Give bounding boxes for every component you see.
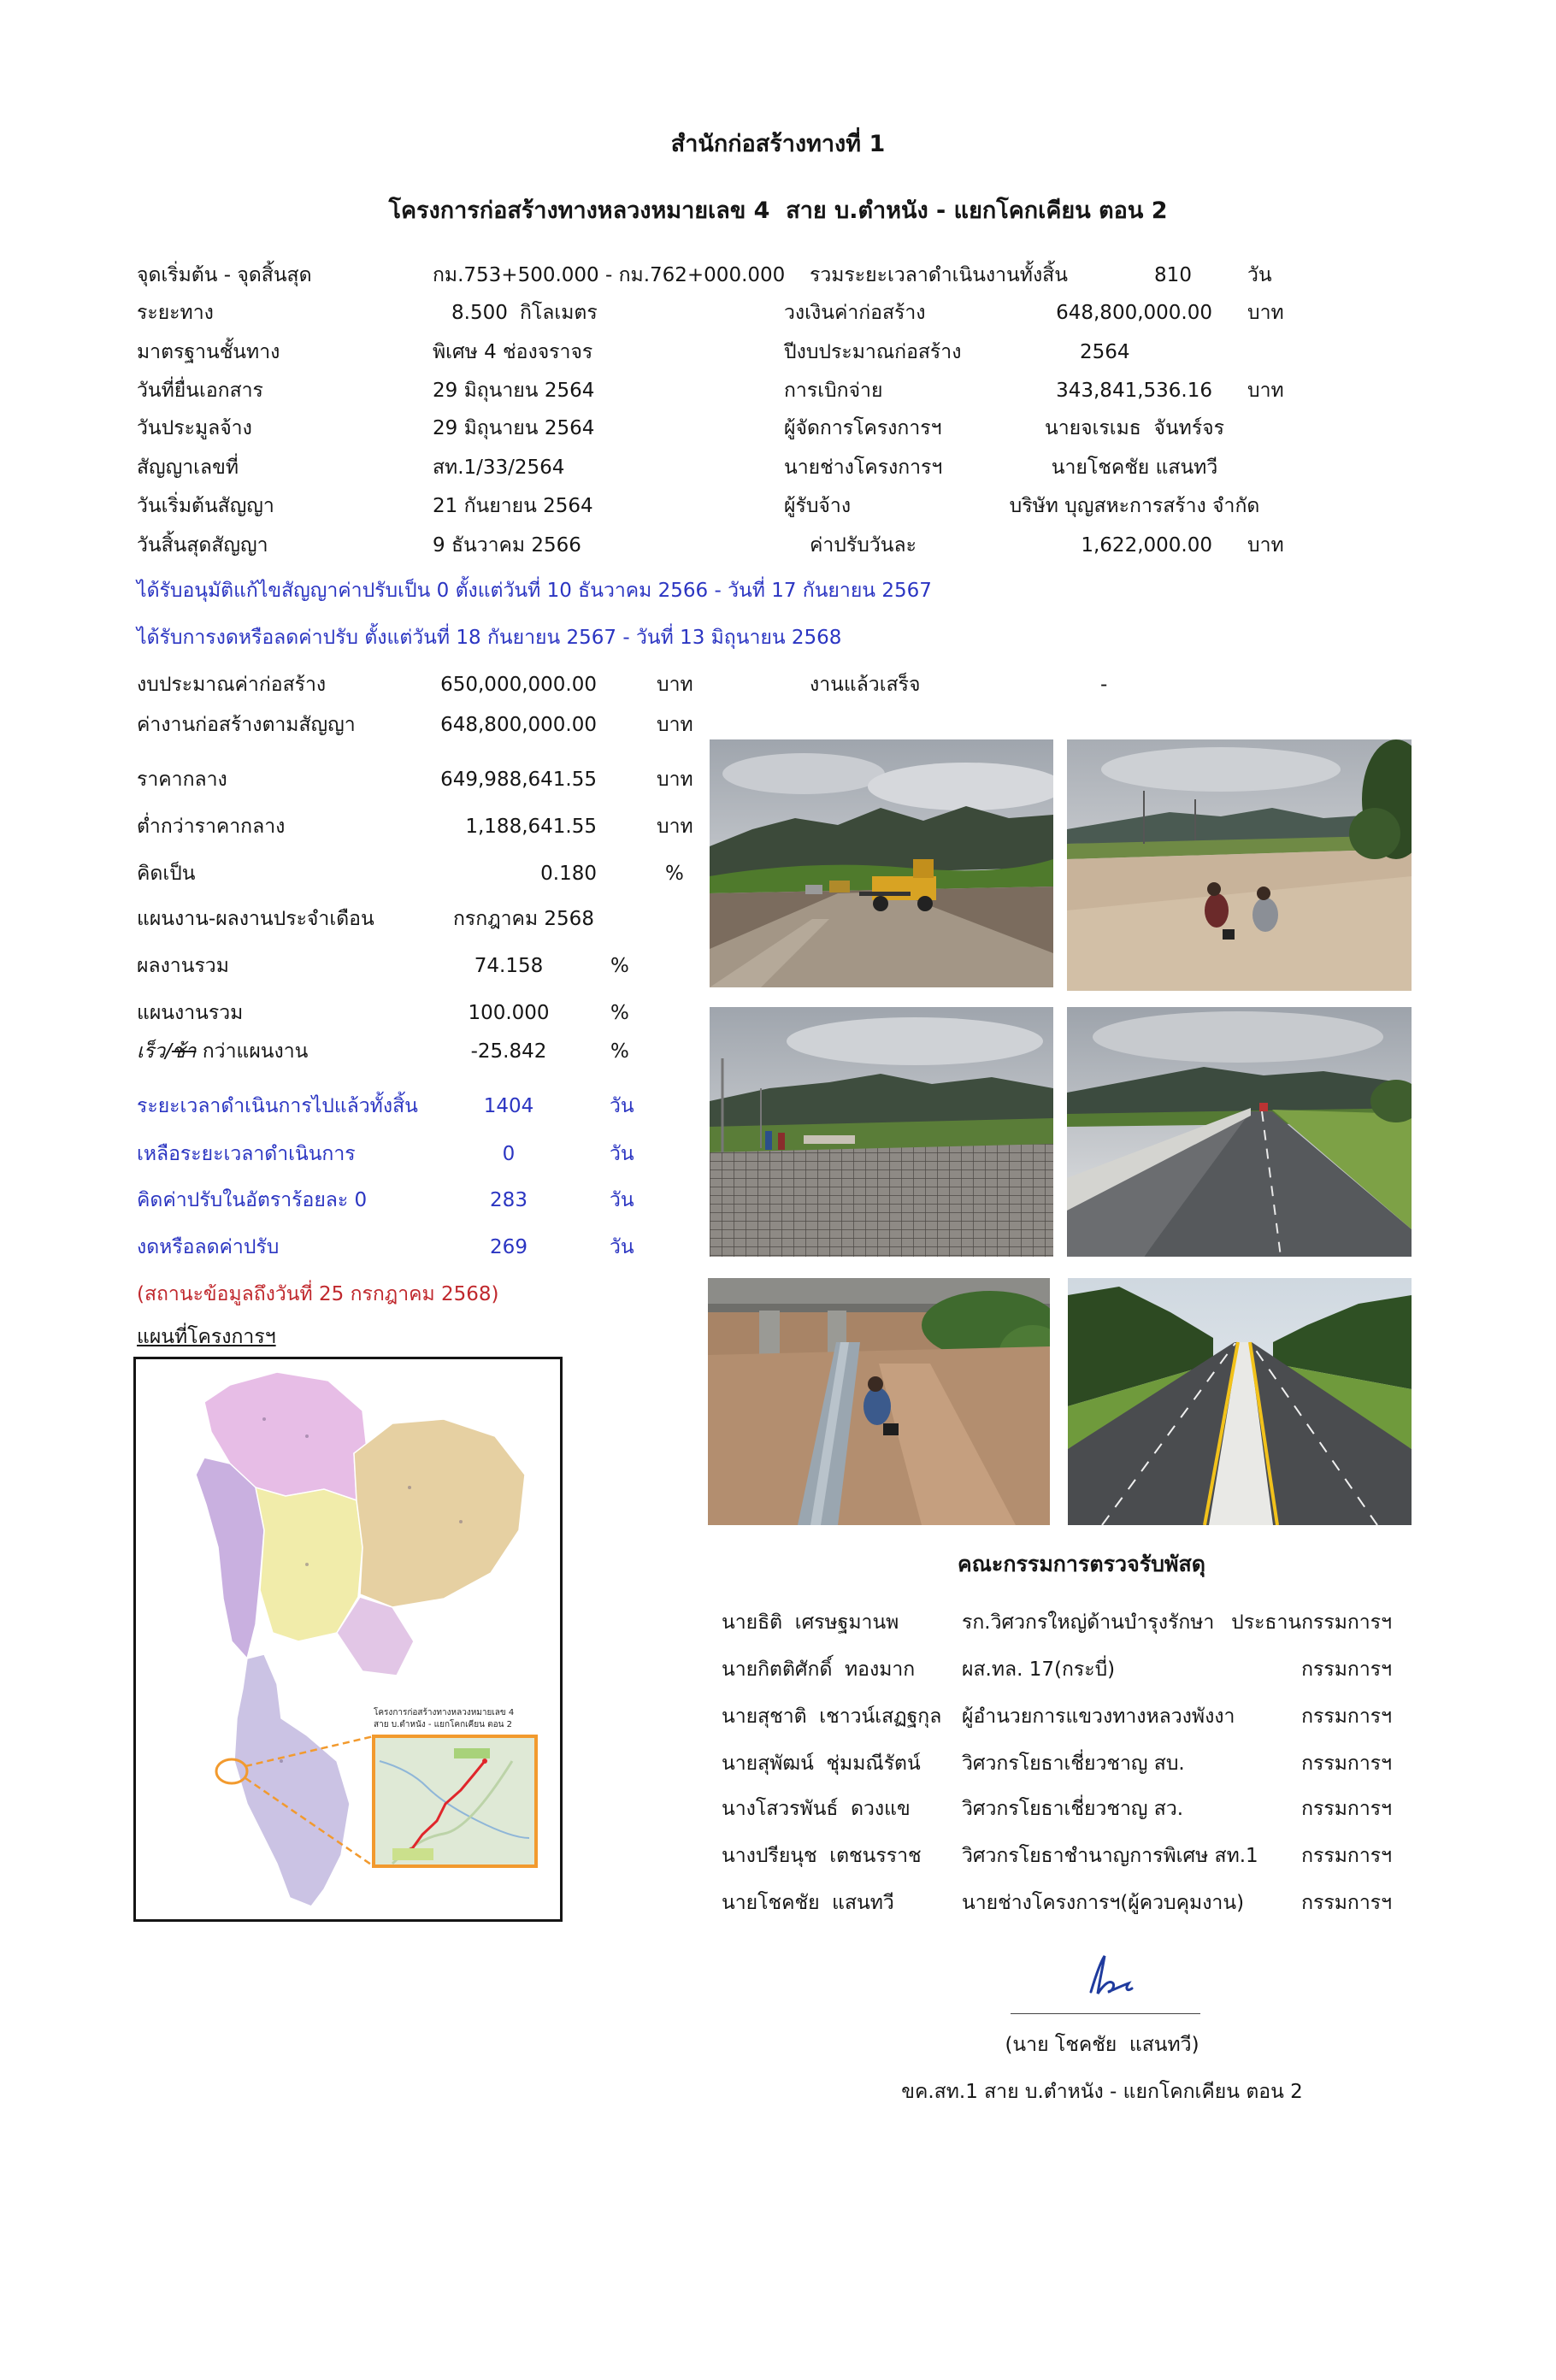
info-value2: 2564: [1080, 341, 1130, 363]
member-role: ประธานกรรมการฯ: [1231, 1611, 1392, 1634]
project-location-map: [133, 1357, 563, 1922]
progress-label: ผลงานรวม: [137, 955, 229, 977]
schedule-variance-label: [137, 1037, 308, 1066]
info-unit2: วัน: [1247, 264, 1272, 286]
duration-unit: วัน: [610, 1189, 634, 1211]
info-value: กม.753+500.000 - กม.762+000.000: [433, 264, 786, 286]
info-value: 29 มิถุนายน 2564: [433, 380, 595, 402]
map-inset-label-line2: สาย บ.ตำหนัง - แยกโคกเคียน ตอน 2: [374, 1720, 513, 1729]
thailand-map-graphic: [136, 1359, 560, 1919]
completion-value: -: [1100, 674, 1108, 696]
duration-value: 1404: [483, 1095, 534, 1117]
map-inset: [374, 1736, 536, 1866]
site-photo-workers-survey: [1067, 739, 1412, 991]
budget-label: คิดเป็น: [137, 863, 196, 885]
member-name: นายสุชาติ เชาวน์เสฏฐกุล: [722, 1705, 942, 1728]
duration-label: คิดค่าปรับในอัตราร้อยละ 0: [137, 1189, 368, 1211]
info-value: 29 มิถุนายน 2564: [433, 417, 595, 439]
progress-label: แผนงานรวม: [137, 1002, 244, 1024]
schedule-variance-unit: %: [610, 1040, 629, 1063]
info-label: จุดเริ่มต้น - จุดสิ้นสุด: [137, 264, 312, 286]
progress-value: 74.158: [474, 955, 544, 977]
signatory-position: ขค.สท.1 สาย บ.ตำหนัง - แยกโคกเคียน ตอน 2: [901, 2081, 1303, 2103]
duration-unit: วัน: [610, 1236, 634, 1258]
info-value: 8.500: [451, 302, 508, 324]
budget-unit: บาท: [657, 674, 693, 696]
info-value2: 343,841,536.16: [1056, 380, 1212, 402]
info-value2: นายจเรเมธ จันทร์จร: [1044, 417, 1225, 439]
member-role: กรรมการฯ: [1301, 1753, 1392, 1775]
notice-penalty-waiver: ได้รับการงดหรือลดค่าปรับ ตั้งแต่วันที่ 18 กันยายน 2567 - วันที่ 13 มิถุนายน 2568: [137, 627, 842, 649]
duration-unit: วัน: [610, 1143, 634, 1165]
info-value2: บริษัท บุญสหะการสร้าง จำกัด: [1009, 495, 1260, 517]
duration-value: 283: [490, 1189, 528, 1211]
budget-label: ค่างานก่อสร้างตามสัญญา: [137, 714, 356, 736]
completion-label: งานแล้วเสร็จ: [810, 674, 921, 696]
map-inset-label-line1: โครงการก่อสร้างทางหลวงหมายเลข 4: [374, 1708, 515, 1717]
member-position: ผู้อำนวยการแขวงทางหลวงพังงา: [962, 1705, 1235, 1728]
progress-unit: %: [610, 1002, 629, 1024]
budget-value: 0.180: [540, 863, 597, 885]
budget-unit: บาท: [657, 769, 693, 791]
member-name: นายโชคชัย แสนทวี: [722, 1892, 894, 1914]
member-role: กรรมการฯ: [1301, 1845, 1392, 1867]
budget-value: 649,988,641.55: [440, 769, 597, 791]
site-photo-grading: [710, 739, 1053, 987]
info-unit2: บาท: [1247, 380, 1284, 402]
budget-unit: บาท: [657, 714, 693, 736]
info-label2: ปีงบประมาณก่อสร้าง: [784, 341, 962, 363]
member-position: นายช่างโครงการฯ(ผู้ควบคุมงาน): [962, 1892, 1245, 1914]
member-role: กรรมการฯ: [1301, 1798, 1392, 1820]
duration-unit: วัน: [610, 1095, 634, 1117]
info-label: ระยะทาง: [137, 302, 214, 324]
duration-label: ระยะเวลาดำเนินการไปแล้วทั้งสิ้น: [137, 1095, 418, 1117]
budget-label: ต่ำกว่าราคากลาง: [137, 816, 286, 838]
info-label: วันประมูลจ้าง: [137, 417, 252, 439]
schedule-variance-value: -25.842: [470, 1040, 547, 1063]
member-role: กรรมการฯ: [1301, 1658, 1392, 1681]
info-label: วันเริ่มต้นสัญญา: [137, 495, 274, 517]
status-note: (สถานะข้อมูลถึงวันที่ 25 กรกฎาคม 2568): [137, 1283, 499, 1305]
info-label2: นายช่างโครงการฯ: [784, 457, 943, 479]
info-value2: 810: [1154, 264, 1192, 286]
committee-title: คณะกรรมการตรวจรับพัสดุ: [957, 1552, 1206, 1576]
progress-month-label: แผนงาน-ผลงานประจำเดือน: [137, 908, 374, 930]
info-label2: ผู้จัดการโครงการฯ: [784, 417, 942, 439]
member-role: กรรมการฯ: [1301, 1705, 1392, 1728]
progress-month-value: กรกฎาคม 2568: [453, 908, 594, 930]
info-label2: ค่าปรับวันละ: [810, 534, 917, 557]
member-position: วิศวกรโยธาเชี่ยวชาญ สว.: [962, 1798, 1184, 1820]
fast-word: เร็ว/: [137, 1040, 172, 1063]
notice-contract-amendment: ได้รับอนุมัติแก้ไขสัญญาค่าปรับเป็น 0 ตั้งแต่วันที่ 10 ธันวาคม 2566 - วันที่ 17 กันยายน 2567: [137, 580, 932, 602]
info-value: พิเศษ 4 ช่องจราจร: [433, 341, 593, 363]
member-name: นายสุพัฒน์ ชุ่มมณีรัตน์: [722, 1753, 921, 1775]
info-value: สท.1/33/2564: [433, 457, 565, 479]
budget-unit: %: [665, 863, 684, 885]
duration-value: 269: [490, 1236, 528, 1258]
progress-unit: %: [610, 955, 629, 977]
member-name: นางโสวรพันธ์ ดวงแข: [722, 1798, 911, 1820]
project-title: โครงการก่อสร้างทางหลวงหมายเลข 4 สาย บ.ตำหนัง - แยกโคกเคียน ตอน 2: [388, 197, 1168, 224]
budget-value: 648,800,000.00: [440, 714, 597, 736]
info-value2: 1,622,000.00: [1081, 534, 1212, 557]
member-position: ผส.ทล. 17(กระบี่): [962, 1658, 1116, 1681]
member-role: กรรมการฯ: [1301, 1892, 1392, 1914]
info-label2: วงเงินค่าก่อสร้าง: [784, 302, 926, 324]
site-photo-asphalt-road: [1067, 1007, 1412, 1257]
info-label: วันที่ยื่นเอกสาร: [137, 380, 263, 402]
info-label: วันสิ้นสุดสัญญา: [137, 534, 268, 557]
budget-value: 1,188,641.55: [465, 816, 597, 838]
signatory-name: (นาย โชคชัย แสนทวี): [1005, 2034, 1199, 2056]
signature-line: [1011, 2013, 1200, 2014]
member-name: นายธิติ เศรษฐมานพ: [722, 1611, 899, 1634]
handwritten-signature: [1079, 1949, 1147, 2005]
map-title: แผนที่โครงการฯ: [137, 1326, 276, 1348]
info-label2: การเบิกจ่าย: [784, 380, 883, 402]
site-photo-finished-road: [1068, 1278, 1412, 1525]
member-position: รก.วิศวกรใหญ่ด้านบำรุงรักษา: [962, 1611, 1215, 1634]
info-unit: กิโลเมตร: [520, 302, 598, 324]
info-value2: นายโชคชัย แสนทวี: [1051, 457, 1218, 479]
site-photo-rebar-slab: [710, 1007, 1053, 1257]
info-value2: 648,800,000.00: [1056, 302, 1212, 324]
duration-label: งดหรือลดค่าปรับ: [137, 1236, 280, 1258]
member-name: นายกิตติศักดิ์ ทองมาก: [722, 1658, 916, 1681]
progress-value: 100.000: [468, 1002, 550, 1024]
info-unit2: บาท: [1247, 534, 1284, 557]
info-label: สัญญาเลขที่: [137, 457, 239, 479]
info-value: 21 กันยายน 2564: [433, 495, 593, 517]
member-position: วิศวกรโยธาเชี่ยวชาญ สบ.: [962, 1753, 1185, 1775]
variance-suffix: กว่าแผนงาน: [196, 1040, 309, 1063]
member-name: นางปรียนุช เตชนรราช: [722, 1845, 922, 1867]
budget-label: งบประมาณค่าก่อสร้าง: [137, 674, 327, 696]
member-position: วิศวกรโยธาชำนาญการพิเศษ สท.1: [962, 1845, 1258, 1867]
duration-value: 0: [502, 1143, 516, 1165]
info-label: มาตรฐานชั้นทาง: [137, 341, 280, 363]
site-photo-pipe-works: [708, 1278, 1050, 1525]
budget-label: ราคากลาง: [137, 769, 227, 791]
info-value: 9 ธันวาคม 2566: [433, 534, 581, 557]
budget-unit: บาท: [657, 816, 693, 838]
info-label2: รวมระยะเวลาดำเนินงานทั้งสิ้น: [810, 264, 1068, 286]
info-label2: ผู้รับจ้าง: [784, 495, 852, 517]
office-title: สำนักก่อสร้างทางที่ 1: [670, 131, 886, 157]
duration-label: เหลือระยะเวลาดำเนินการ: [137, 1143, 356, 1165]
slow-word: ช้า: [171, 1040, 197, 1063]
info-unit2: บาท: [1247, 302, 1284, 324]
budget-value: 650,000,000.00: [440, 674, 597, 696]
